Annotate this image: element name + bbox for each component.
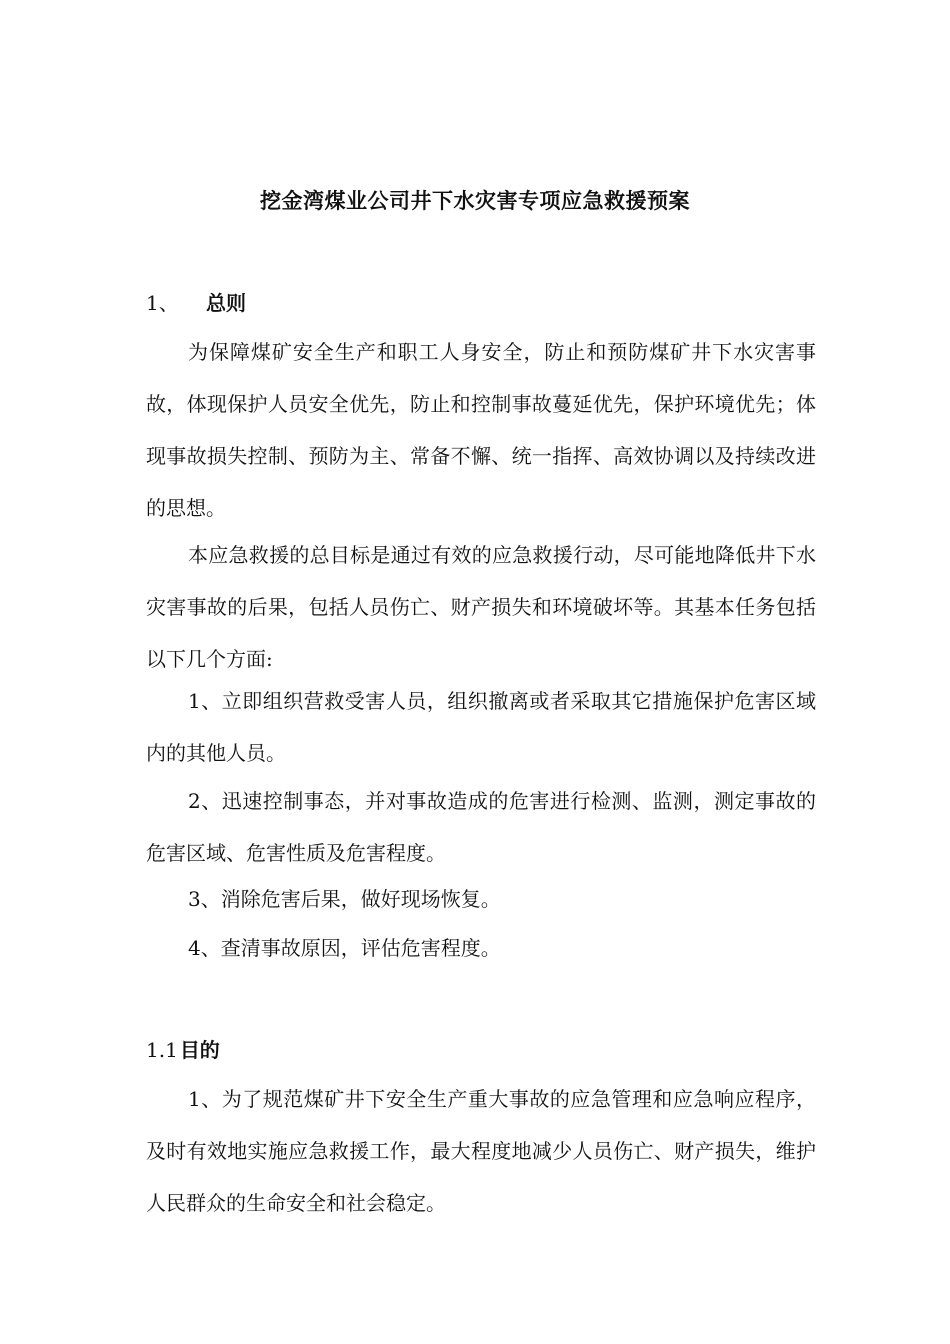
paragraph-principles: 为保障煤矿安全生产和职工人身安全，防止和预防煤矿井下水灾害事故，体现保护人员安全优先，防止和控制事故蔓延优先，保护环境优先；体现事故损失控制、预防为主、常备不懈、统一指挥、高效协调以及持续改进的思想。 — [146, 340, 816, 520]
section-heading-purpose — [146, 1034, 220, 1063]
list-item-task-3: 3、消除危害后果，做好现场恢复。 — [188, 887, 501, 911]
list-item-task-1: 1、立即组织营救受害人员，组织撤离或者采取其它措施保护危害区域内的其他人员。 — [146, 689, 816, 765]
list-item-task-2: 2、迅速控制事态，并对事故造成的危害进行检测、监测，测定事故的危害区域、危害性质及危害程度。 — [146, 789, 816, 865]
document-title: 挖金湾煤业公司井下水灾害专项应急救援预案 — [260, 189, 690, 213]
section-label: 目的 — [179, 1038, 220, 1062]
list-item-task-4: 4、查清事故原因，评估危害程度。 — [188, 936, 501, 960]
paragraph-purpose-1: 1、为了规范煤矿井下安全生产重大事故的应急管理和应急响应程序，及时有效地实施应急救援工作，最大程度地减少人员伤亡、财产损失，维护人民群众的生命安全和社会稳定。 — [146, 1087, 816, 1215]
section-label: 总则 — [206, 291, 246, 315]
section-heading-general — [146, 287, 246, 316]
section-number: 1.1 — [146, 1038, 178, 1062]
section-number: 1、 — [146, 291, 179, 315]
paragraph-overall-goal: 本应急救援的总目标是通过有效的应急救援行动，尽可能地降低井下水灾害事故的后果，包括人员伤亡、财产损失和环境破坏等。其基本任务包括以下几个方面: — [146, 543, 816, 671]
